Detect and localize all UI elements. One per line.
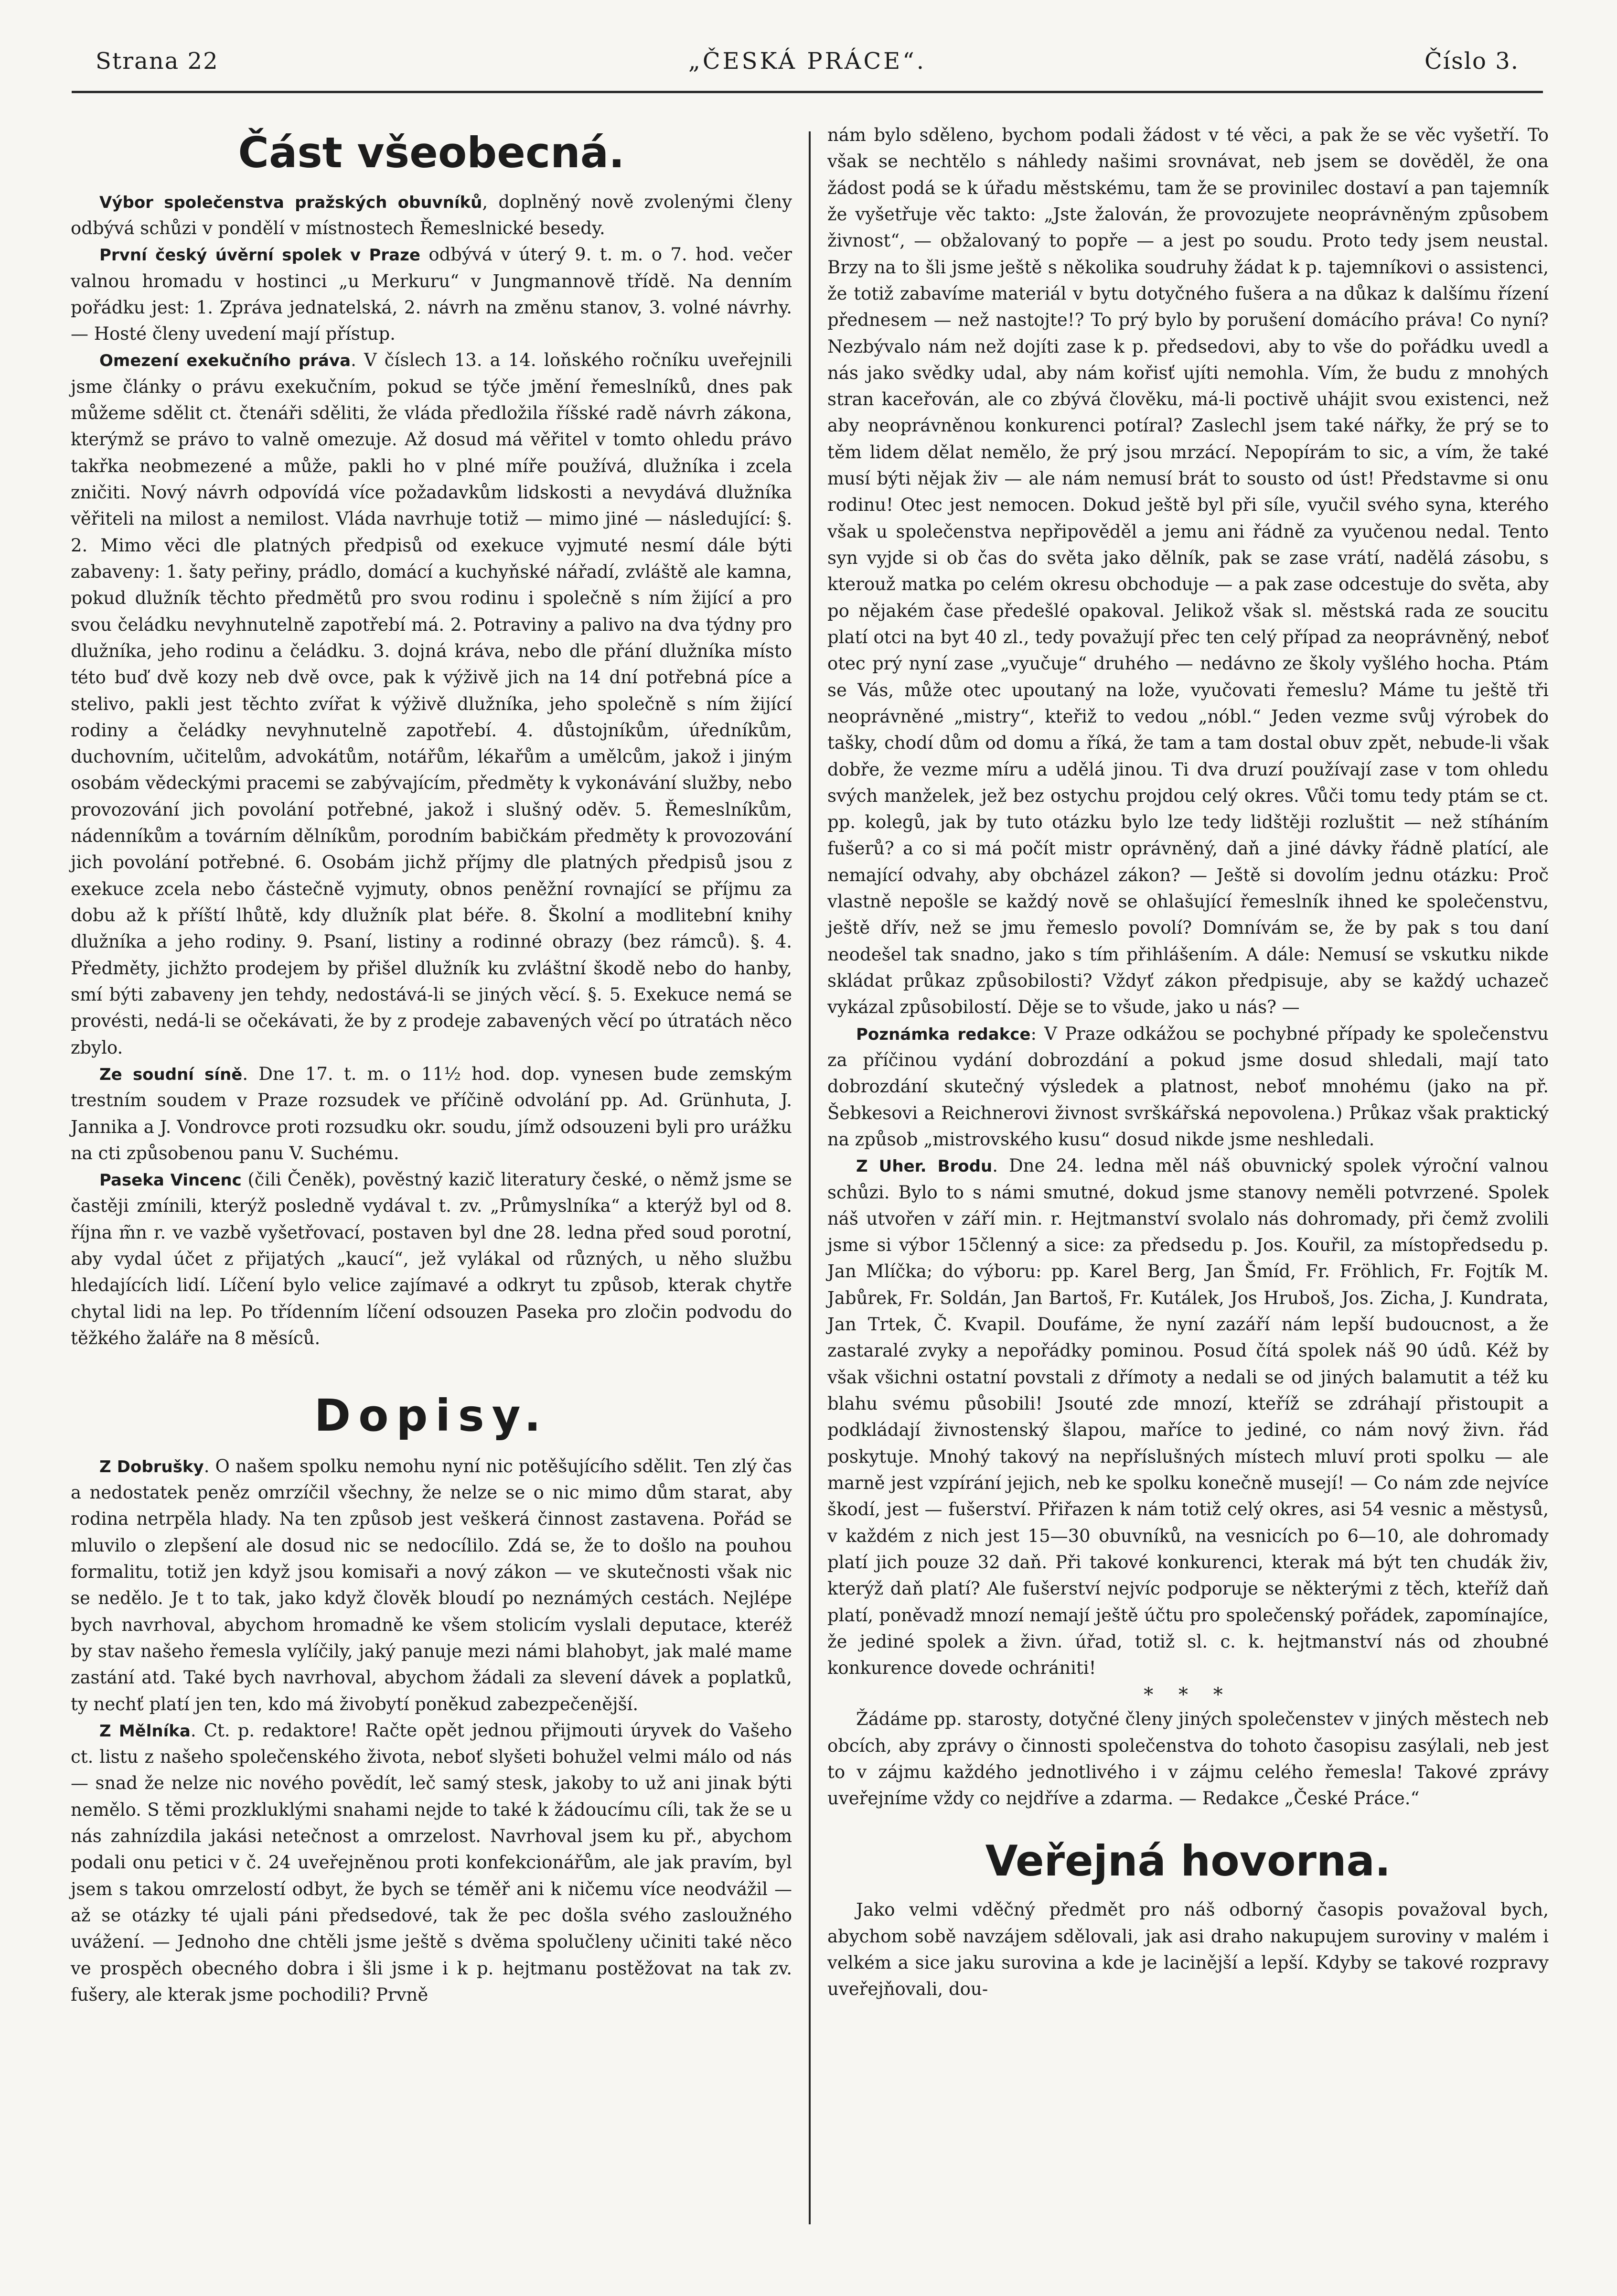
article-lead: Výbor společenstva pražských obuvníků: [99, 193, 482, 212]
letter-lead: Z Uher. Brodu: [856, 1157, 993, 1176]
masthead-title: „ČESKÁ PRÁCE“.: [688, 48, 926, 75]
article-vybor: [71, 189, 792, 242]
article-lead: Ze soudní síně: [99, 1065, 243, 1084]
page-number: Strana 22: [96, 48, 219, 75]
letter-lead: Z Dobrušky: [99, 1457, 204, 1477]
article-text: . Dne 17. t. m. o 11½ hod. dop. vynesen bude zemským trestním soudem v Praze rozsudek ve příčině odvolání pp. Ad. Grünhuta, J. Jannika a J. Vondrovce proti rozsudku okr. soudu, jímž odsouzeni byli pro urážku na cti způsobenou panu V. Suchému.: [71, 1063, 792, 1164]
article-soudni-sin: [71, 1061, 792, 1166]
note-text: : V Praze odkážou se pochybné případy ke společenstvu za příčinou vydání dobrozdání a pokud jsme dosud shledali, mají tato dobrozdání skutečný výsledek a platnost, neboť mnohému (jako na př. Šebkesovi a Reichnerovi živnost svrškářská nepovolena.) Průkaz však praktický na způsob „mistrovského kusu“ dosud nikde jsme neshledali.: [827, 1023, 1549, 1150]
page-header: [96, 48, 1519, 81]
article-text: (čili Čeněk), pověstný kazič literatury české, o němž jsme se častěji zmínili, kterýž posledně vydával t. zv. „Průmyslníka“ a kterýž byl od 8. října m̃n r. ve vazbě vyšetřovací, postaven byl dne 28. ledna před soud porotní, aby vydal účet z přijatých „kaucí“, jež vylákal od různých, u něho službu hledajících lidí. Líčení bylo velice zajímavé a odkryt tu způsob, kterak chytře chytal lidi na lep. Po třídenním líčení odsouzen Paseka pro zločin podvodu do těžkého žaláře na 8 měsíců.: [71, 1169, 792, 1349]
column-divider: [809, 131, 811, 2224]
article-text: odbývá v úterý 9. t. m. o 7. hod. večer valnou hromadu v hostinci „u Merkuru“ v Jungmannově třídě. Na denním pořádku jest: 1. Zpráva jednatelská, 2. návrh na změnu stanov, 3. volné návrhy. — Hosté členy uvedení mají přístup.: [71, 244, 792, 345]
article-lead: První český úvěrní spolek v Praze: [99, 246, 420, 265]
note-lead: Poznámka redakce: [856, 1024, 1031, 1044]
article-hovorna: Jako velmi vděčný předmět pro náš odborný časopis považoval bych, abychom sobě navzájem sdělovali, jak asi draho nakupujem suroviny v malém i velkém a sice jaku surovina a kde je lacinější a lepší. Kdyby se takové rozpravy uveřejňovali, dou-: [827, 1899, 1549, 2000]
article-lead: Omezení exekučního práva: [99, 351, 351, 371]
letter-text: . Ct. p. redaktore! Račte opět jednou přijmouti úryvek do Vašeho ct. listu z našeho společenského života, neboť slyšeti bohužel velmi málo od nás — snad že nelze nic nového povědít, leč samý stesk, jakoby to už ani jinak býti nemělo. S těmi prozkluklými snahami nejde to také k žádoucímu cíli, tak že se u nás zahnízdila jakási netečnost a omrzelost. Navrhoval jsem ku př., abychom podali onu petici v č. 24 uveřejněnou proti konfekcionářům, ale jak pravím, byl jsem s takou omrzelostí odbyt, že bych se téměř ani k ničemu více neodvážil — až se otázky té ujali páni předsedové, tak že pec došla svého zasloužného uvážení. — Jednoho dne chtěli jsme ještě s dvěma spolučleny učiniti také něco ve prospěch obecného dobra i šli jsme i k p. hejtmanu postěžovat na tak zv. fušery, ale kterak jsme pochodili? Prvně: [71, 1720, 792, 2005]
article-exekuce: [71, 347, 792, 1060]
letter-uhersky-brod: [827, 1153, 1549, 1681]
article-text: . V číslech 13. a 14. loňského ročníku uveřejnili jsme články o právu exekučním, pokud se týče jmění řemeslníků, dnes pak můžeme sdělit ct. čtenáři sděliti, že vláda předložila říšské radě návrh zákona, kterýmž se právo to valně omezuje. Až dosud má věřitel v tomto ohledu právo takřka neobmezené a může, pakli ho v plné míře používá, dlužníka i zcela zničiti. Nový návrh odpovídá více požadavkům lidskosti a nevydává dlužníka věřiteli na milost a nemilost. Vláda navrhuje totiž — mimo jiné — následující: §. 2. Mimo věci dle platných předpisů od exekuce vyjmuté nesmí dále býti zabaveny: 1. šaty peřiny, prádlo, domácí a kuchyňské nářadí, zvláště ale kamna, pokud dlužník těchto předmětů pro svou rodinu i společně s ním žijící a pro svou čeládku nevyhnutelně zapotřebí má. 2. Potraviny a palivo na dva týdny pro dlužníka, jeho rodinu a čeládku. 3. dojná kráva, nebo dle přání dlužníka místo této buď dvě kozy neb dvě ovce, pak k výživě jich na 14 dní potřebná píce a stelivo, pakli jest těchto zvířat k výživě dlužníka, jeho společně s ním žijící rodiny a čeládky nevyhnutelně zapotřebí. 4. důstojníkům, úředníkům, duchovním, učitelům, advokátům, notářům, lékařům a umělcům, jakož i jiným osobám vědeckými pracemi se zabývajícím, předměty k vykonávání služby, nebo provozování jich povolání potřebné, jakož i slušný oděv. 5. Řemeslníkům, nádenníkům a továrním dělníkům, porodním babičkám předměty k provozování jich povolání potřebné. 6. Osobám jichž příjmy dle platných předpisů jsou z exekuce zcela nebo částečně vyjmuty, obnos peněžní rovnající se příjmu za dobu až k příští lhůtě, kdy dlužník plat béře. 8. Školní a modlitební knihy dlužníka a jeho rodiny. 9. Psaní, listiny a rodinné obrazy (bez rámců). §. 4. Předměty, jichžto prodejem by přišel dlužník ku zvláštní škodě nebo do hanby, smí býti zabaveny jen tehdy, nedostává-li se jiných věcí. §. 5. Exekuce nemá se provésti, nedá-li se očekávati, že by z prodeje zabavených věcí po útratách něco zbylo.: [71, 350, 792, 1058]
spacer: [827, 1812, 1549, 1836]
section-title-general: Část všeobecná.: [238, 128, 625, 177]
section-title-dopisy: Dopisy.: [314, 1390, 549, 1442]
editor-note: [827, 1021, 1549, 1153]
editorial-appeal: Žádáme pp. starosty, dotyčné členy jiných společenstev v jiných městech neb obcích, aby zprávy o činnosti společenstva do tohoto časopisu zasýlali, neb jest to v zájmu každého jednotlivého i v zájmu celého řemesla! Takové zprávy uveřejníme vždy co nejdříve a zdarma. — Redakce „České Práce.“: [827, 1709, 1549, 1809]
separator-stars: * * *: [1144, 1684, 1232, 1706]
article-paseka: [71, 1166, 792, 1351]
right-column: [827, 122, 1549, 2003]
letter-text: . Dne 24. ledna měl náš obuvnický spolek výroční valnou schůzi. Bylo to s námi smutné, dokud jsme stanovy neměli potvrzené. Spolek náš utvořen v září min. r. Hejtmanství svolalo nás dohromady, při čemž zvolili jsme si výbor 15členný a sice: za předsedu p. Jos. Kouřil, za místopředsedu p. Jan Mlíčka; do výboru: pp. Karel Berg, Jan Šmíd, Fr. Fröhlich, Fr. Fojtík M. Jabůrek, Fr. Soldán, Jan Bartoš, Fr. Kutálek, Jos Hruboš, Jos. Zicha, J. Kundrata, Jan Trtek, Č. Kvapil. Doufáme, že nyní zazáří nám lepší budoucnost, a že zastaralé zvyky a nepořádky pominou. Posud čítá spolek náš 90 údů. Kéž by však všichni ostatní povstali z dřímoty a nedali se od jiných balamutit a též ku blahu svému působili! Jsouté zde mnozí, kteříž se zdráhají přistoupit a podkládají živnostenský šlapou, maříce to jediné, co nám nový živn. řád poskytuje. Mnohý takový na nepříslušných místech mluví proti spolku — ale marně jest vzpírání jejich, neb ke spolku konečně musejí! — Co nám zde nejvíce škodí, jest — fušerství. Přiřazen k nám totiž celý okres, asi 54 vesnic a městysů, v každém z nich jest 15—30 obuvníků, na vesnicích po 6—10, ale dohromady platí jich pouze 32 daň. Při takové konkurenci, kterak má být ten chudák živ, kterýž daň platí? Ale fušerství nejvíc podporuje se některými z těch, kteříž daň platí, poněvadž mnozí nemají ještě účtu pro společenský pořádek, zapomínajíce, že jediné spolek a živn. úřad, totiž sl. c. k. hejtmanství nás od zhoubné konkurence dovede ochrániti!: [827, 1155, 1549, 1679]
letter-melnik-continuation: nám bylo sděleno, bychom podali žádost v té věci, a pak že se věc vyšetří. To však se nechtělo s náhledy našimi srovnávat, neb jsem se dověděl, že ona žádost podá se k úřadu městskému, tam že se provinilec dostaví a pan tajemník že vyšetřuje věc takto: „Jste žalován, že provozujete neoprávněným způsobem živnost“, — obžalovaný to popře — a jest po soudu. Proto tedy jsem neustal. Brzy na to šli jsme ještě s několika soudruhy žádat k p. tajemníkovi o assistenci, že totiž zabavíme materiál v bytu dotyčného fušera a na důkaz k dalšímu řízení přednesem — než nastojte!? To prý bylo by porušení domácího práva! Co nyní? Nezbývalo nám než dojíti zase k p. předsedovi, aby to vše do pořádku uvedl a nás jako svědky udal, aby nám kořisť ujíti nemohla. Vím, že budu z mnohých stran kaceřován, ale co zbývá člověku, má-li poctivě uhájit svou existenci, než aby neoprávněnou konkurenci potíral? Zaslechl jsem také nářky, že prý se to těm lidem dělat nemělo, že prý jsou mrzácí. Nepopírám to sic, a vím, že také musí býti nějak živ — ale nám nemusí brát to sousto od úst! Představme si onu rodinu! Otec jest nemocen. Dokud ještě byl při síle, vyučil svého syna, kterého však u společenstva nepřipověděl a jemu ani řádně za vyučenou nedal. Tento syn vyjde si ob čas do světa jako dělník, pak se zase vrátí, nadělá zásobu, s kterouž matka po celém okresu obchoduje — a pak zase odcestuje do světa, aby po nějakém čase předešlé opakoval. Jelikož však sl. městská rada ze soucitu platí otci na byt 40 zl., tedy považují přec ten celý případ za neoprávněný, neboť otec prý nyní zase „vyučuje“ druhého — nedávno ze školy vyšlého hocha. Ptám se Vás, může otec upoutaný na lože, vyučovati řemeslu? Máme tu ještě tři neoprávněné „mistry“, kteřiž to vedou „nóbl.“ Jeden vezme svůj výrobek do tašky, chodí dům od domu a říká, že tam a tam dostal obuv zpět, nebude-li však dobře, že vezme míru a udělá jinou. Ti dva druzí používají zase v tom ohledu svých manželek, jež bez ostychu projdou celý okres. Vůči tomu tedy ptám se ct. pp. kolegů, jak by tuto otázku bylo lze tedy lidštěji rozluštit — než stíháním fušerů? a co si má počít mistr oprávněný, daň a jiné dávky řádně platící, ale nemající odvahy, aby obcházel zákon? — Ještě si dovolím jednu otázku: Proč vlastně nepošle se každý nově se ohlašující řemeslník ihned ke společenstvu, ještě dřív, než se jmu řemeslo povolí? Domnívám se, že by pak s tou daní neodešel tak snadno, jako s tím přihlášením. A dále: Nemusí se vskutku nikde skládat průkaz způsobilosti? Vždyť zákon předpisuje, aby se každý uchazeč vykázal způsobilostí. Děje se to všude, jako u nás? —: [827, 125, 1549, 1018]
left-column: [71, 122, 792, 2008]
letter-text: . O našem spolku nemohu nyní nic potěšujícího sdělit. Ten zlý čas a nedostatek peněz omrzíčil všechny, že nelze se o nic mimo dům starat, aby rodina netrpěla hlady. Na ten způsob jest veškerá činnost zastavena. Pořád se mluvilo o zlepšení ale dosud nic se nedocílilo. Zdá se, že to došlo na pouhou formalitu, totiž jen když jsou komisaři a nový zákon — ve skutečnosti však nic se nedělo. Je t to tak, jako když člověk bloudí po neznámých cestách. Nejlépe bych navrhoval, abychom hromadně ke všem stolicím vyslali deputace, kteréž by stav našeho řemesla vylíčily, jaký panuje mezi námi blahobyt, jak malé mame zastání atd. Také bych navrhoval, abychom žádali za slevení dávek a poplatků, ty nechť platí jen ten, kdo má živobytí poněkud zabezpečenější.: [71, 1455, 792, 1714]
article-lead: Paseka Vincenc: [99, 1171, 242, 1190]
article-uverni-spolek: [71, 241, 792, 347]
letter-melnik: [71, 1717, 792, 2008]
issue-number: Číslo 3.: [1424, 48, 1519, 75]
letter-lead: Z Mělníka: [99, 1721, 191, 1741]
header-rule: [72, 91, 1543, 93]
letter-dobruska: [71, 1453, 792, 1717]
spacer: [71, 1351, 792, 1390]
section-title-hovorna: Veřejná hovorna.: [985, 1836, 1391, 1886]
article-text: , doplněný nově zvolenými členy odbývá schůzi v pondělí v místnostech Řemeslnické besedy.: [71, 191, 792, 238]
